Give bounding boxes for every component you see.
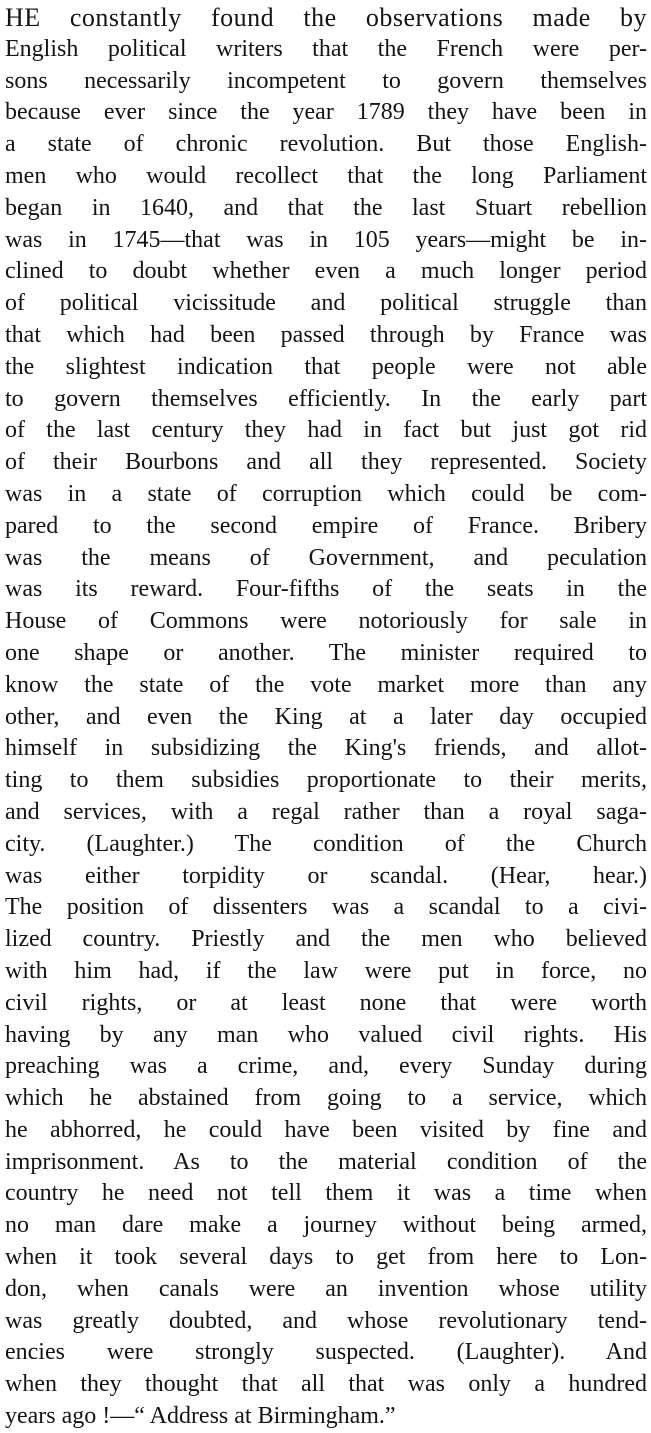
text-line: pared to the second empire of France. Bribery xyxy=(5,512,647,539)
text-line: House of Commons were notoriously for sale in xyxy=(5,608,647,635)
text-line: was either torpidity or scandal. (Hear, hear.) xyxy=(5,862,647,889)
text-line: was its reward. Four-fifths of the seats in the xyxy=(5,576,647,603)
text-line: clined to doubt whether even a much longer period xyxy=(5,258,647,285)
text-line: and services, with a regal rather than a royal saga- xyxy=(5,798,647,825)
text-line: was the means of Government, and peculation xyxy=(5,544,647,571)
text-line: encies were strongly suspected. (Laughter). And xyxy=(5,1339,647,1366)
text-line: when they thought that all that was only a hundred xyxy=(5,1371,647,1398)
text-line: English political writers that the French were per- xyxy=(5,35,647,62)
text-line: no man dare make a journey without being armed, xyxy=(5,1212,647,1239)
text-line: imprisonment. As to the material condition of the xyxy=(5,1148,647,1175)
document-page xyxy=(0,2,651,1430)
text-line: men who would recollect that the long Parliament xyxy=(5,162,647,189)
text-line: preaching was a crime, and, every Sunday during xyxy=(5,1053,647,1080)
text-line: country he need not tell them it was a time when xyxy=(5,1180,647,1207)
text-line: one shape or another. The minister required to xyxy=(5,639,647,666)
text-line: began in 1640, and that the last Stuart rebellion xyxy=(5,194,647,221)
text-line: a state of chronic revolution. But those English- xyxy=(5,131,647,158)
text-line: he abhorred, he could have been visited by fine and xyxy=(5,1116,647,1143)
text-line: HE constantly found the observations made by xyxy=(5,3,647,32)
text-line: other, and even the King at a later day occupied xyxy=(5,703,647,730)
text-line: was greatly doubted, and whose revolutionary tend- xyxy=(5,1307,647,1334)
text-line: was in 1745—that was in 105 years—might be in- xyxy=(5,226,647,253)
text-line: the slightest indication that people were not able xyxy=(5,353,647,380)
text-line: city. (Laughter.) The condition of the Church xyxy=(5,830,647,857)
article-text xyxy=(5,2,647,1433)
text-line: to govern themselves efficiently. In the early part xyxy=(5,385,647,412)
text-line: sons necessarily incompetent to govern themselves xyxy=(5,67,647,94)
text-line: of the last century they had in fact but just got rid xyxy=(5,417,647,444)
text-line: ting to them subsidies proportionate to their merits, xyxy=(5,767,647,794)
text-line: of their Bourbons and all they represented. Society xyxy=(5,449,647,476)
text-line: civil rights, or at least none that were worth xyxy=(5,989,647,1016)
text-line: of political vicissitude and political struggle than xyxy=(5,290,647,317)
text-line: The position of dissenters was a scandal to a civi- xyxy=(5,894,647,921)
text-line: don, when canals were an invention whose utility xyxy=(5,1275,647,1302)
text-line: when it took several days to get from here to Lon- xyxy=(5,1244,647,1271)
text-line: with him had, if the law were put in force, no xyxy=(5,957,647,984)
text-line: because ever since the year 1789 they have been in xyxy=(5,99,647,126)
text-line: having by any man who valued civil rights. His xyxy=(5,1021,647,1048)
text-line-last: years ago !—“ Address at Birmingham.” xyxy=(5,1403,396,1430)
text-line: was in a state of corruption which could be com- xyxy=(5,480,647,507)
text-line: know the state of the vote market more than any xyxy=(5,671,647,698)
text-line: that which had been passed through by France was xyxy=(5,321,647,348)
text-line: lized country. Priestly and the men who believed xyxy=(5,926,647,953)
text-line: himself in subsidizing the King's friends, and allot- xyxy=(5,735,647,762)
text-line: which he abstained from going to a service, which xyxy=(5,1085,647,1112)
